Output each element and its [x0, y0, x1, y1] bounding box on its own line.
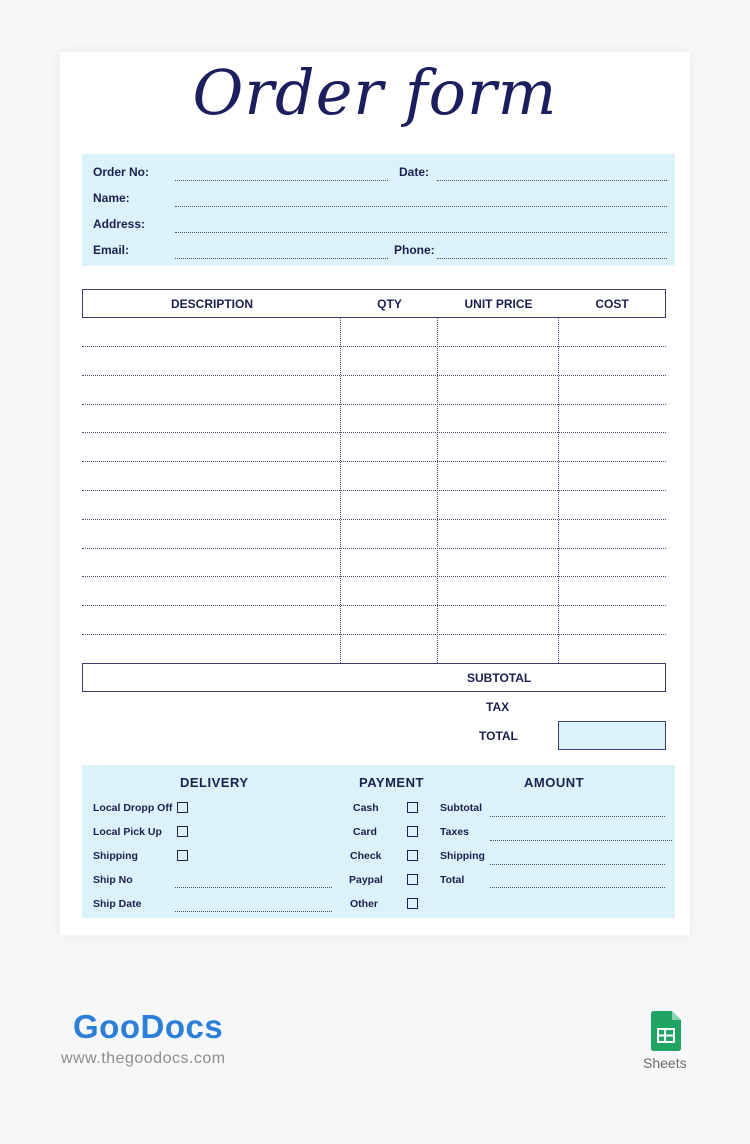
name-field[interactable] — [175, 206, 667, 207]
name-label: Name: — [93, 191, 130, 205]
payment-option-label: Other — [350, 898, 379, 910]
header-description: DESCRIPTION — [170, 297, 253, 311]
customer-info-section — [82, 154, 675, 266]
paypal-checkbox[interactable] — [407, 874, 418, 885]
table-row-divider — [82, 490, 666, 491]
ship-date-field[interactable] — [175, 911, 332, 912]
tax-label: TAX — [486, 700, 510, 714]
amount-shipping-field[interactable] — [490, 864, 665, 865]
table-row-divider — [82, 375, 666, 376]
address-label: Address: — [93, 217, 146, 231]
subtotal-row[interactable] — [82, 663, 666, 692]
table-row-divider — [82, 346, 666, 347]
table-row-divider — [82, 461, 666, 462]
date-field[interactable] — [437, 180, 667, 181]
phone-label: Phone: — [394, 243, 435, 257]
order-no-field[interactable] — [175, 180, 388, 181]
local-dropp-off-checkbox[interactable] — [177, 802, 188, 813]
total-label: TOTAL — [479, 729, 518, 743]
shipping-checkbox[interactable] — [177, 850, 188, 861]
delivery-title: DELIVERY — [180, 775, 249, 790]
payment-option-label: Card — [353, 826, 377, 838]
delivery-option-label: Local Dropp Off — [93, 802, 173, 814]
email-field[interactable] — [175, 258, 388, 259]
sheets-label: Sheets — [643, 1055, 687, 1071]
payment-option-label: Cash — [353, 802, 379, 814]
local-pick-up-checkbox[interactable] — [177, 826, 188, 837]
phone-field[interactable] — [437, 258, 667, 259]
order-items-table — [82, 289, 666, 663]
table-row-divider — [82, 605, 666, 606]
order-no-label: Order No: — [93, 165, 150, 179]
payment-option-label: Paypal — [349, 874, 383, 886]
amount-total-label: Total — [440, 874, 465, 886]
total-field[interactable] — [558, 721, 666, 750]
ship-no-field[interactable] — [175, 887, 332, 888]
table-row-divider — [82, 576, 666, 577]
amount-shipping-label: Shipping — [440, 850, 485, 862]
header-cost: COST — [595, 297, 629, 311]
table-header — [82, 289, 666, 318]
delivery-option-label: Local Pick Up — [93, 826, 162, 838]
goodocs-logo[interactable]: GooDocs — [73, 1008, 224, 1045]
ship-no-label: Ship No — [93, 874, 133, 886]
google-sheets-icon — [651, 1011, 681, 1051]
ship-date-label: Ship Date — [93, 898, 142, 910]
check-checkbox[interactable] — [407, 850, 418, 861]
payment-option-label: Check — [350, 850, 382, 862]
amount-taxes-field[interactable] — [490, 840, 672, 841]
page-title: Order form — [192, 56, 558, 129]
other-checkbox[interactable] — [407, 898, 418, 909]
table-row-divider — [82, 519, 666, 520]
amount-subtotal-field[interactable] — [490, 816, 665, 817]
amount-taxes-label: Taxes — [440, 826, 469, 838]
payment-title: PAYMENT — [359, 775, 424, 790]
email-label: Email: — [93, 243, 130, 257]
table-row-divider — [82, 404, 666, 405]
card-checkbox[interactable] — [407, 826, 418, 837]
amount-total-field[interactable] — [490, 887, 665, 888]
date-label: Date: — [399, 165, 430, 179]
website-url[interactable]: www.thegoodocs.com — [61, 1050, 226, 1067]
table-row-divider — [82, 548, 666, 549]
table-row-divider — [82, 634, 666, 635]
header-qty: QTY — [377, 297, 402, 311]
subtotal-label: SUBTOTAL — [467, 671, 532, 685]
cash-checkbox[interactable] — [407, 802, 418, 813]
address-field[interactable] — [175, 232, 667, 233]
amount-subtotal-label: Subtotal — [440, 802, 482, 814]
amount-title: AMOUNT — [524, 775, 585, 790]
delivery-payment-amount-section — [82, 765, 675, 918]
header-unit-price: UNIT PRICE — [464, 297, 533, 311]
delivery-option-label: Shipping — [93, 850, 138, 862]
table-row-divider — [82, 432, 666, 433]
